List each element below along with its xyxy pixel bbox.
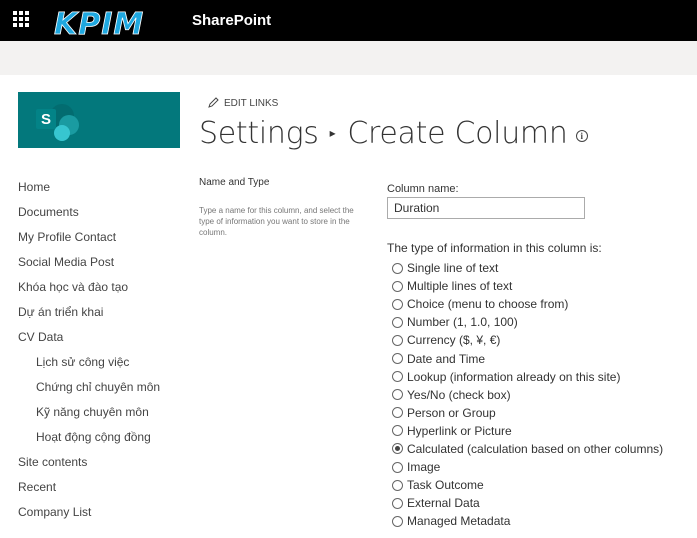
nav-item[interactable]: Company List bbox=[18, 505, 92, 519]
nav-item[interactable]: Documents bbox=[18, 205, 79, 219]
radio-button[interactable] bbox=[392, 498, 403, 509]
radio-button[interactable] bbox=[392, 281, 403, 292]
breadcrumb-separator-icon: ▸ bbox=[329, 126, 336, 140]
breadcrumb-settings[interactable]: Settings bbox=[199, 116, 319, 151]
radio-label: Single line of text bbox=[407, 261, 499, 276]
column-type-option[interactable] bbox=[392, 422, 663, 440]
radio-label: Yes/No (check box) bbox=[407, 387, 511, 402]
svg-text:S: S bbox=[40, 111, 52, 128]
column-type-option[interactable] bbox=[392, 313, 663, 331]
column-type-option[interactable] bbox=[392, 512, 663, 530]
column-type-label: The type of information in this column is: bbox=[387, 241, 602, 255]
radio-label: Lookup (information already on this site) bbox=[407, 369, 621, 384]
radio-label: Hyperlink or Picture bbox=[407, 423, 512, 438]
nav-item[interactable]: Kỹ năng chuyên môn bbox=[36, 405, 149, 419]
radio-label: Number (1, 1.0, 100) bbox=[407, 315, 518, 330]
section-description: Type a name for this column, and select the type of information you want to store in the column. bbox=[199, 206, 354, 237]
left-navigation bbox=[18, 179, 188, 529]
column-type-option[interactable] bbox=[392, 386, 663, 404]
column-type-option[interactable] bbox=[392, 458, 663, 476]
nav-item[interactable]: Hoạt động cộng đồng bbox=[36, 430, 151, 444]
radio-button[interactable] bbox=[392, 371, 403, 382]
app-name[interactable]: SharePoint bbox=[192, 12, 272, 29]
column-name-input[interactable] bbox=[387, 197, 585, 219]
radio-label: Calculated (calculation based on other columns) bbox=[407, 441, 664, 456]
svg-text:KPIM: KPIM bbox=[54, 7, 145, 38]
radio-label: Task Outcome bbox=[407, 478, 484, 493]
radio-label: Managed Metadata bbox=[407, 514, 511, 529]
radio-label: Choice (menu to choose from) bbox=[407, 297, 569, 312]
nav-item[interactable]: Social Media Post bbox=[18, 255, 115, 269]
edit-links-button[interactable] bbox=[208, 97, 278, 109]
radio-button[interactable] bbox=[392, 317, 403, 328]
nav-item[interactable]: Recent bbox=[18, 480, 57, 494]
breadcrumb-current: Create Column bbox=[347, 116, 568, 151]
edit-links-label: EDIT LINKS bbox=[224, 98, 279, 109]
sharepoint-icon bbox=[18, 92, 180, 148]
radio-label: Person or Group bbox=[407, 405, 496, 420]
site-logo[interactable] bbox=[18, 92, 180, 148]
column-type-option[interactable] bbox=[392, 404, 663, 422]
radio-button[interactable] bbox=[392, 462, 403, 473]
ribbon-bar bbox=[0, 41, 697, 75]
info-icon[interactable]: i bbox=[576, 130, 588, 142]
nav-item[interactable]: Home bbox=[18, 180, 51, 194]
column-type-option[interactable] bbox=[392, 277, 663, 295]
pencil-icon bbox=[208, 97, 219, 108]
nav-item[interactable]: Khóa học và đào tạo bbox=[18, 280, 129, 294]
nav-item[interactable]: CV Data bbox=[18, 330, 64, 344]
radio-button[interactable] bbox=[392, 407, 403, 418]
column-type-option[interactable] bbox=[392, 349, 663, 367]
radio-label: Date and Time bbox=[407, 351, 486, 366]
page-title bbox=[199, 116, 588, 151]
radio-label: Currency ($, ¥, €) bbox=[407, 333, 501, 348]
column-type-option[interactable] bbox=[392, 476, 663, 494]
column-type-options bbox=[392, 259, 663, 530]
nav-item[interactable]: Site contents bbox=[18, 455, 88, 469]
radio-button[interactable] bbox=[392, 480, 403, 491]
radio-button[interactable] bbox=[392, 425, 403, 436]
radio-label: Image bbox=[407, 460, 441, 475]
radio-button[interactable] bbox=[392, 335, 403, 346]
radio-label: Multiple lines of text bbox=[407, 279, 513, 294]
radio-button[interactable] bbox=[392, 389, 403, 400]
column-type-option[interactable] bbox=[392, 440, 663, 458]
radio-label: External Data bbox=[407, 496, 480, 511]
column-type-option[interactable] bbox=[392, 331, 663, 349]
column-name-label: Column name: bbox=[387, 183, 459, 195]
radio-button[interactable] bbox=[392, 353, 403, 364]
radio-button[interactable] bbox=[392, 299, 403, 310]
column-type-option[interactable] bbox=[392, 494, 663, 512]
nav-item[interactable]: My Profile Contact bbox=[18, 230, 117, 244]
column-type-option[interactable] bbox=[392, 259, 663, 277]
radio-button[interactable] bbox=[392, 443, 403, 454]
section-title: Name and Type bbox=[199, 177, 270, 188]
radio-button[interactable] bbox=[392, 516, 403, 527]
kpim-logo[interactable] bbox=[50, 4, 162, 38]
suite-bar bbox=[0, 0, 697, 41]
nav-item[interactable]: Chứng chỉ chuyên môn bbox=[36, 380, 161, 394]
column-type-option[interactable] bbox=[392, 295, 663, 313]
radio-button[interactable] bbox=[392, 263, 403, 274]
nav-item[interactable]: Lịch sử công việc bbox=[36, 355, 130, 369]
app-launcher-icon[interactable] bbox=[13, 11, 29, 27]
nav-item[interactable]: Dự án triển khai bbox=[18, 305, 104, 319]
column-type-option[interactable] bbox=[392, 368, 663, 386]
